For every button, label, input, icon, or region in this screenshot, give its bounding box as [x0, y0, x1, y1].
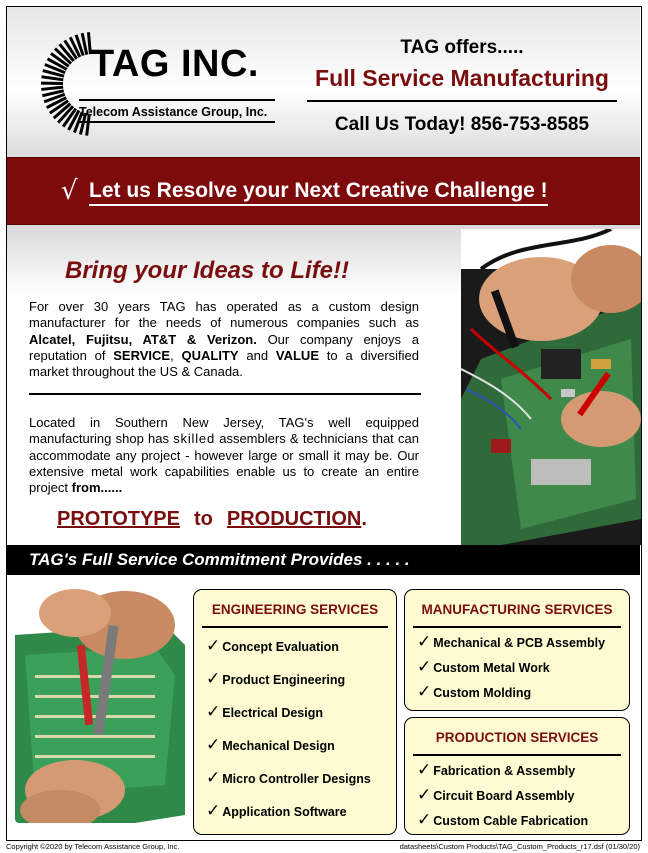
manufacturing-item-label: Custom Metal Work — [433, 661, 550, 675]
engineering-item-label: Electrical Design — [222, 706, 323, 720]
checkmark-icon: ✓ — [206, 735, 221, 755]
intro-heading: Bring your Ideas to Life!! — [65, 257, 350, 284]
engineering-item — [206, 801, 347, 821]
production-item — [417, 760, 575, 780]
intro-paragraph-1 — [29, 299, 419, 380]
engineering-item — [206, 735, 335, 755]
file-path-footer: datasheets\Custom Products\TAG_Custom_Products_r17.dsf (01/30/20) — [399, 842, 640, 851]
production-item-label: Custom Cable Fabrication — [433, 814, 589, 828]
p1-and: and — [238, 347, 276, 363]
manufacturing-services-box — [404, 589, 630, 711]
prototype-to-production — [57, 508, 367, 531]
logo-name: TAG INC. — [91, 43, 259, 85]
prototype-word: PROTOTYPE — [57, 508, 180, 530]
offers-headline: Full Service Manufacturing — [315, 65, 609, 91]
checkmark-icon: ✓ — [417, 657, 432, 677]
engineering-item — [206, 768, 371, 788]
offers-rule — [307, 100, 617, 102]
manufacturing-item-label: Mechanical & PCB Assembly — [433, 636, 606, 650]
checkmark-icon: ✓ — [417, 810, 432, 830]
checkmark-icon: ✓ — [206, 669, 221, 689]
production-services-box — [404, 717, 630, 835]
datasheet-page — [6, 6, 642, 841]
manufacturing-services-title: MANUFACTURING SERVICES — [421, 602, 613, 617]
checkmark-icon: √ — [61, 176, 78, 206]
p1-value: VALUE — [275, 347, 319, 363]
checkmark-icon: ✓ — [417, 632, 432, 652]
p1-quality: QUALITY — [181, 347, 239, 363]
soldering-photo — [15, 585, 185, 823]
production-item — [417, 810, 588, 830]
manufacturing-item — [417, 682, 531, 702]
engineering-item — [206, 636, 339, 656]
p1-service: SERVICE — [113, 347, 171, 363]
checkmark-icon: ✓ — [417, 785, 432, 805]
call-us-phone: Call Us Today! 856-753-8585 — [334, 114, 590, 135]
intro-paragraph-2 — [29, 415, 419, 496]
soldering-illustration — [15, 585, 185, 823]
logo-subtitle: Telecom Assistance Group, Inc. — [79, 105, 268, 119]
engineering-item-label: Mechanical Design — [222, 739, 335, 753]
manufacturing-rule — [413, 626, 621, 628]
banner-text: Let us Resolve your Next Creative Challenge ! — [89, 179, 548, 206]
engineering-rule — [202, 626, 388, 628]
header — [7, 7, 640, 157]
engineering-item-label: Micro Controller Designs — [222, 772, 371, 786]
checkmark-icon: ✓ — [206, 636, 221, 656]
circuit-testing-illustration — [461, 229, 641, 545]
production-item-label: Circuit Board Assembly — [433, 789, 575, 803]
production-word: PRODUCTION — [226, 508, 362, 530]
p1-text-end: to a diversified market throughout the US & Canada. — [29, 347, 419, 380]
checkmark-icon: ✓ — [417, 760, 432, 780]
checkmark-icon: ✓ — [206, 702, 221, 722]
p1-text-mid: Our company enjoys a reputation of — [29, 331, 419, 363]
engineering-services-box — [193, 589, 397, 835]
p1-clients: Alcatel, Fujitsu, AT&T & Verizon. — [29, 331, 257, 347]
checkmark-icon: ✓ — [206, 801, 221, 821]
production-item-label: Fabrication & Assembly — [433, 764, 576, 778]
circuit-testing-photo — [461, 229, 641, 545]
copyright-footer: Copyright ©2020 by Telecom Assistance Group, Inc. — [6, 842, 180, 851]
p1-comma: , — [170, 347, 182, 363]
p2-text: Located in Southern New Jersey, TAG's well equipped manufacturing shop has — [29, 415, 419, 447]
logo-rule — [79, 99, 275, 101]
production-services-title: PRODUCTION SERVICES — [435, 730, 599, 745]
commitment-text: TAG's Full Service Commitment Provides . . . . . — [29, 550, 410, 569]
offers-tagline: TAG offers..... — [400, 37, 524, 58]
services-section — [7, 575, 640, 841]
engineering-item-label: Product Engineering — [222, 673, 346, 687]
tag-logo — [21, 29, 273, 139]
to-word: to — [194, 508, 213, 530]
checkmark-icon: ✓ — [417, 682, 432, 702]
p2-skilled: skilled — [173, 431, 215, 447]
production-item — [417, 785, 575, 805]
p2-from: from...... — [71, 480, 123, 496]
engineering-item — [206, 702, 323, 722]
commitment-bar — [7, 545, 640, 575]
engineering-item-label: Application Software — [222, 805, 347, 819]
engineering-item — [206, 669, 345, 689]
p2-text-end: assemblers & technicians that can accommodate any project - however large or small it may be. Our extensive metal work capabilities enable us to create an entire project — [29, 431, 419, 496]
offers-block — [303, 37, 621, 136]
manufacturing-item — [417, 657, 550, 677]
engineering-services-title: ENGINEERING SERVICES — [211, 602, 379, 617]
challenge-banner — [7, 157, 640, 225]
p1-text: For over 30 years TAG has operated as a custom design manufacturer for the needs of numerous companies such as — [29, 299, 419, 331]
checkmark-icon: ✓ — [206, 768, 221, 788]
period: . — [361, 508, 367, 530]
production-rule — [413, 754, 621, 756]
manufacturing-item — [417, 632, 605, 652]
engineering-item-label: Concept Evaluation — [222, 640, 339, 654]
section-divider — [29, 393, 421, 395]
logo-rule-bottom — [79, 121, 275, 123]
manufacturing-item-label: Custom Molding — [433, 686, 532, 700]
